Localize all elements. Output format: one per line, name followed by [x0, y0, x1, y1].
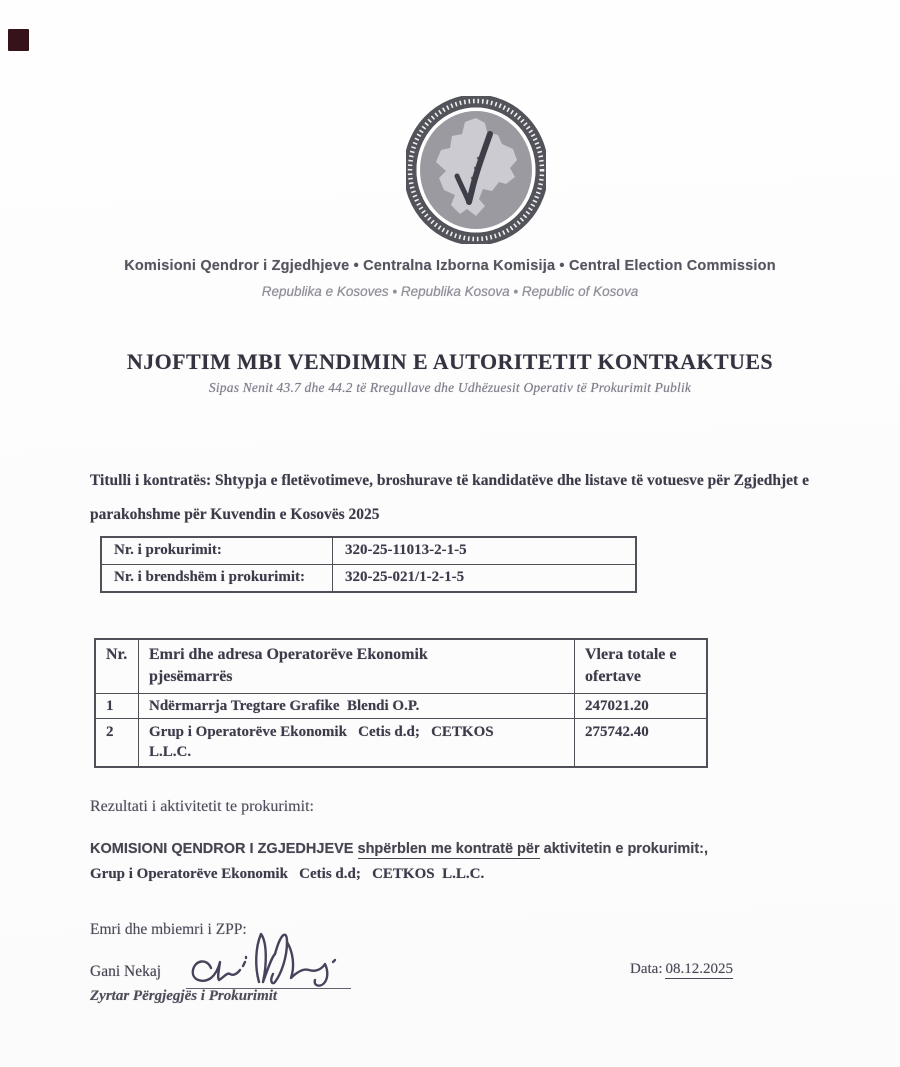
col-header-name-line1: Emri dhe adresa Operatorëve Ekonomik: [149, 646, 428, 663]
bidder-1-value: 247021.20: [574, 694, 706, 718]
result-section-label: Rezultati i aktivitetit te prokurimit:: [90, 798, 314, 815]
date-label: Data:: [630, 961, 663, 977]
table-row: [102, 538, 635, 564]
zpp-name-label: Emri dhe mbiemri i ZPP:: [90, 921, 247, 938]
table-row: [96, 693, 706, 718]
republic-line: Republika e Kosoves • Republika Kosova • Republic of Kosova: [261, 284, 639, 299]
legal-basis-subtitle: Sipas Nenit 43.7 dhe 44.2 të Rregullave dhe Udhëzuesit Operativ të Prokurimit Publik: [208, 380, 692, 395]
award-statement: [90, 841, 870, 857]
procurement-numbers-table: [100, 536, 637, 593]
procurement-nr-value: 320-25-11013-2-1-5: [332, 538, 635, 564]
col-header-nr: Nr.: [106, 646, 128, 663]
bidder-2-value: 275742.40: [574, 719, 706, 766]
award-statement-rest: aktivitetin e prokurimit:,: [539, 841, 709, 857]
signer-name: Gani Nekaj: [90, 963, 162, 980]
table-row: [96, 718, 706, 766]
bidder-2-name-line2: L.L.C.: [149, 744, 192, 760]
award-underlined-phrase: shpërblen me kontratë për: [357, 841, 540, 857]
internal-nr-label: Nr. i brendshëm i prokurimit:: [114, 569, 305, 585]
contract-title-paragraph: [90, 464, 834, 532]
procurement-nr-label: Nr. i prokurimit:: [114, 542, 222, 558]
bidder-1-name: Ndërmarrja Tregtare Grafike Blendi O.P.: [138, 694, 574, 718]
document-title: NJOFTIM MBI VENDIMIN E AUTORITETIT KONTRAKTUES: [126, 349, 774, 374]
table-header-row: [96, 640, 706, 693]
date-block: [630, 961, 733, 978]
contract-title-label: Titulli i kontratës:: [90, 472, 212, 489]
bidder-2-nr: 2: [106, 724, 114, 740]
award-org-name: KOMISIONI QENDROR I ZGJEDHJEVE: [90, 841, 358, 857]
handwritten-signature: [183, 928, 348, 992]
bidder-2-name: [138, 719, 574, 766]
cec-seal-icon: [406, 96, 546, 244]
date-value: 08.12.2025: [665, 961, 733, 977]
contract-title-text: Shtypja e fletëvotimeve, broshurave të kandidatëve dhe listave të votuesve për Zgjedhjet e parakohshme për Kuvendin e Kosovës 2025: [90, 472, 813, 523]
col-header-name: [138, 640, 574, 693]
internal-nr-value: 320-25-021/1-2-1-5: [332, 565, 635, 591]
bidder-1-nr: 1: [106, 698, 114, 714]
col-header-value-line1: Vlera totale e: [585, 646, 677, 663]
bidders-table: [94, 638, 708, 768]
table-row: [102, 564, 635, 591]
col-header-value-line2: ofertave: [585, 668, 641, 685]
award-recipient: Grup i Operatorëve Ekonomik Cetis d.d; CETKOS L.L.C.: [90, 866, 485, 882]
cec-seal-logo: [406, 96, 546, 244]
bidder-2-name-line1: Grup i Operatorëve Ekonomik Cetis d.d; CETKOS: [149, 724, 494, 740]
col-header-value: [574, 640, 706, 693]
scan-artifact-square: [8, 29, 29, 51]
org-name-line: Komisioni Qendror i Zgjedhjeve • Centralna Izborna Komisija • Central Election Commission: [124, 258, 776, 274]
signer-role: Zyrtar Përgjegjës i Prokurimit: [90, 988, 278, 1004]
col-header-name-line2: pjesëmarrës: [149, 668, 233, 685]
